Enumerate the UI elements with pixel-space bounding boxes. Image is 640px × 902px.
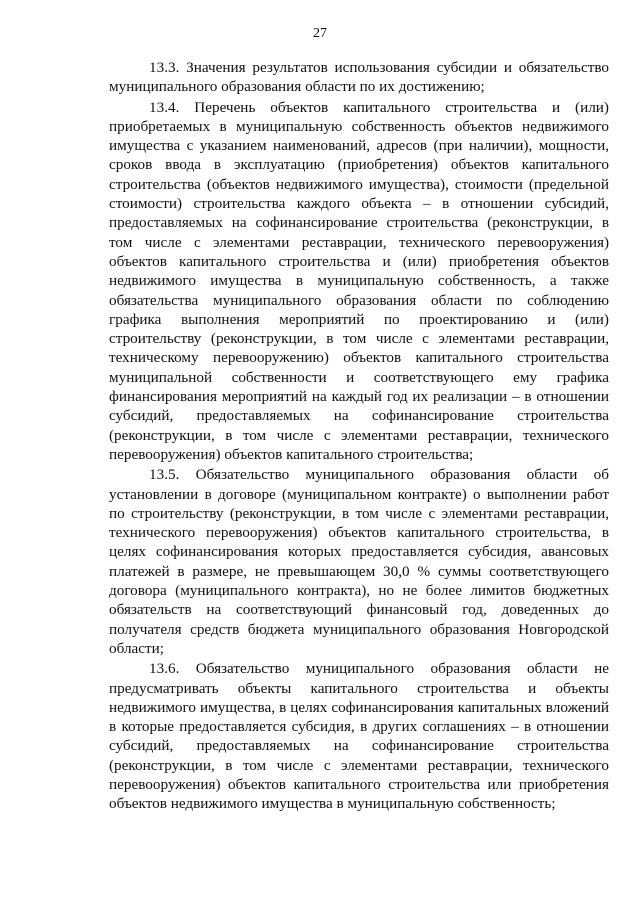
document-body bbox=[109, 58, 609, 815]
page-number: 27 bbox=[313, 26, 327, 41]
paragraph-13-4: 13.4. Перечень объектов капитального строительства и (или) приобретаемых в муниципальную собственность объектов недвижимого имущества с указанием наименований, адресов (при наличии), мощности, сроков ввода в эксплуатацию (приобретения) объектов капитального строительства (объектов недвижимого имущества), стоимости (предельной стоимости) строительства каждого объекта – в отношении субсидий, предоставляемых на софинансирование строительства (реконструкции, в том числе с элементами реставрации, технического перевооружения) объектов капитального строительства и (или) приобретения объектов недвижимого имущества в муниципальную собственность, а также обязательства муниципального образования области по соблюдению графика выполнения мероприятий по проектированию и (или) строительству (реконструкции, в том числе с элементами реставрации, техническому перевооружению) объектов капитального строительства муниципальной собственности и соответствующего ему графика финансирования мероприятий на каждый год их реализации – в отношении субсидий, предоставляемых на софинансирование строительства (реконструкции, в том числе с элементами реставрации, технического перевооружения) объектов капитального строительства; bbox=[109, 98, 609, 463]
paragraph-13-6: 13.6. Обязательство муниципального образования области не предусматривать объекты капитального строительства и объекты недвижимого имущества, в целях софинансирования капитальных вложений в которые предоставляется субсидия, в других соглашениях – в отношении субсидий, предоставляемых на софинансирование строительства (реконструкции, в том числе с элементами реставрации, технического перевооружения) объектов капитального строительства или приобретения объектов недвижимого имущества в муниципальную собственность; bbox=[109, 660, 609, 813]
paragraph-13-3: 13.3. Значения результатов использования субсидии и обязательство муниципального образования области по их достижению; bbox=[109, 59, 609, 96]
paragraph-13-5: 13.5. Обязательство муниципального образования области об установлении в договоре (муниципальном контракте) о выполнении работ по строительству (реконструкции, в том числе с элементами реставрации, технического перевооружения) объектов капитального строительства, в целях софинансирования которых предоставляется субсидия, авансовых платежей в размере, не превышающем 30,0 % суммы соответствующего договора (муниципального контракта), но не более лимитов бюджетных обязательств на соответствующий финансовый год, доведенных до получателя средств бюджета муниципального образования Новгородской области; bbox=[109, 466, 609, 657]
